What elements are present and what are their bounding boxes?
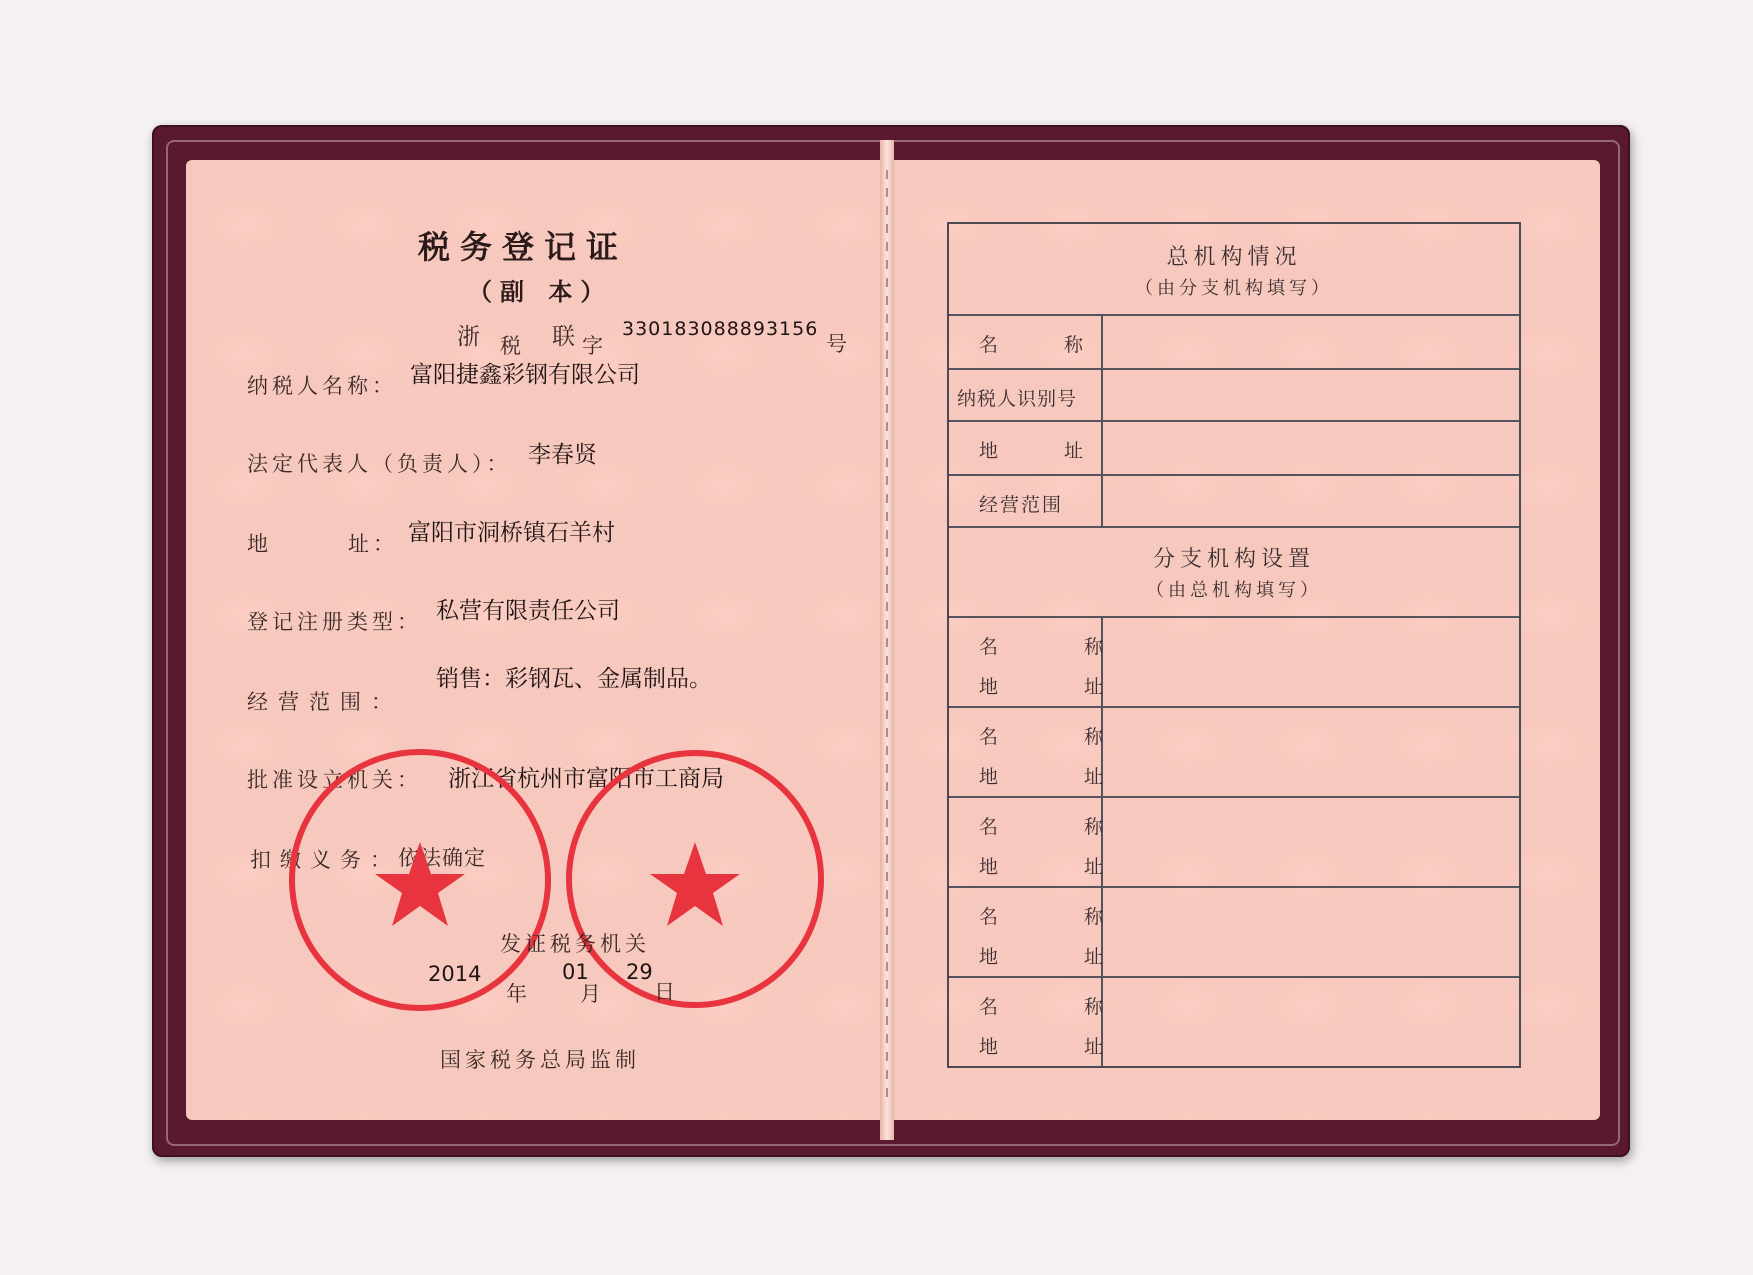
approval-authority-label: 批准设立机关： (247, 768, 422, 792)
legal-rep-label: 法定代表人（负责人）： (247, 452, 512, 476)
branch-1-name-label: 名 称 (979, 636, 1144, 658)
branch-2-address-label: 地 址 (979, 766, 1144, 788)
branch-4-name-label: 名 称 (979, 906, 1144, 928)
address-value: 富阳市洞桥镇石羊村 (408, 520, 615, 546)
branch-5-name-label: 名 称 (979, 996, 1144, 1018)
hq-scope-label: 经营范围 (979, 494, 1064, 516)
issue-year: 2014 (428, 962, 482, 986)
taxpayer-name-value: 富阳捷鑫彩钢有限公司 (410, 362, 640, 388)
certificate-subtitle: （副 本） (468, 277, 613, 306)
cert-prefix-zhe: 浙 (457, 324, 484, 350)
branch-2-name-label: 名 称 (979, 726, 1144, 748)
year-unit: 年 (506, 982, 531, 1006)
cert-prefix-shui: 税 (500, 334, 525, 358)
supervision-footer: 国家税务总局监制 (440, 1048, 640, 1072)
issuing-authority-label: 发证税务机关 (500, 932, 650, 956)
month-unit: 月 (580, 982, 605, 1006)
legal-rep-value: 李春贤 (528, 442, 597, 468)
spine-stitching (886, 170, 888, 1100)
cert-prefix-lian: 联 (552, 324, 579, 350)
local-tax-seal (560, 744, 830, 1014)
address-label-a: 地 (247, 532, 272, 556)
branch-3-name-label: 名 称 (979, 816, 1144, 838)
business-scope-value: 销售：彩钢瓦、金属制品。 (436, 666, 712, 692)
withholding-value: 依法确定 (398, 846, 486, 870)
issue-month: 01 (562, 960, 589, 984)
branch-section-title: 分支机构设置 (1152, 547, 1315, 572)
certificate-number: 330183088893156 (622, 318, 819, 340)
approval-authority-value: 浙江省杭州市富阳市工商局 (448, 766, 724, 792)
taxpayer-name-label: 纳税人名称： (247, 374, 397, 398)
day-unit: 日 (654, 980, 679, 1004)
hq-name-label: 名 称 (979, 334, 1114, 356)
branch-section-note: （由总机构填写） (1146, 580, 1322, 601)
hq-section-title: 总机构情况 (1166, 245, 1302, 270)
registration-type-value: 私营有限责任公司 (436, 598, 620, 624)
branch-info-table (947, 222, 1521, 1068)
hq-taxpayer-id-label: 纳税人识别号 (957, 388, 1078, 410)
certificate-title: 税务登记证 (418, 228, 629, 266)
withholding-label: 扣缴义务： (250, 848, 400, 872)
cert-suffix: 号 (826, 332, 851, 356)
branch-5-address-label: 地 址 (979, 1036, 1144, 1058)
hq-address-label: 地 址 (979, 440, 1114, 462)
cert-prefix-zi: 字 (582, 334, 607, 358)
business-scope-label: 经营范围： (247, 690, 402, 714)
issue-day: 29 (626, 960, 653, 984)
hq-section-note: （由分支机构填写） (1135, 278, 1333, 299)
address-label-b: 址： (348, 532, 398, 556)
branch-1-address-label: 地 址 (979, 676, 1144, 698)
branch-4-address-label: 地 址 (979, 946, 1144, 968)
registration-type-label: 登记注册类型： (247, 610, 422, 634)
branch-3-address-label: 地 址 (979, 856, 1144, 878)
